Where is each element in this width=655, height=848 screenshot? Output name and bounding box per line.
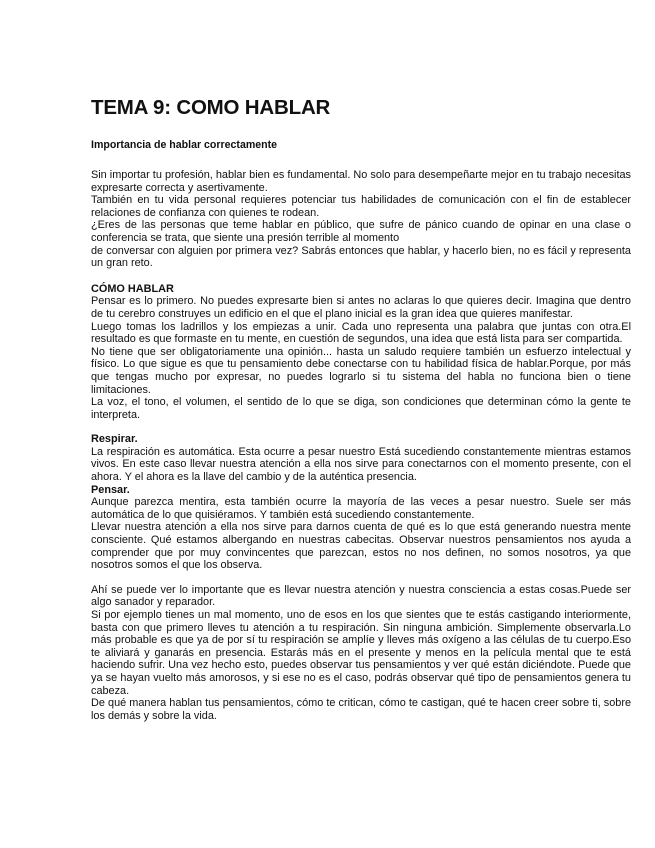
intro-paragraph: de conversar con alguien por primera vez? Sabrás entonces que hablar, y hacerlo bien, no es fácil y representa un gran reto. [91,244,631,270]
pensar-section [91,484,631,572]
closing-paragraph: De qué manera hablan tus pensamientos, cómo te critican, cómo te castigan, qué te hacen creer sobre ti, sobre los demás y sobre la vida. [91,697,631,722]
section-paragraph: Luego tomas los ladrillos y los empiezas a unir. Cada uno representa una palabra que juntas con otra.El resultado es que formaste en tu mente, en cuestión de segundos, una idea que está lista para ser compartida. [91,320,631,346]
closing-paragraph: Si por ejemplo tienes un mal momento, uno de esos en los que sientes que te estás castigando interiormente, basta con que primero lleves tu atención a tu respiración. Sin ninguna ambición. Simplemente observarla.Lo más probable es que ya de por sí tu respiración se amplíe y lleves más oxígeno a las células de tu cuerpo.Eso te aliviará y ganarás en presencia. Estarás más en el presente y menos en la película mental que te está haciendo sufrir. Una vez hecho esto, puedes observar tus pensamientos y ver qué están diciéndote. Puede que ya se hayan vuelto más amorosos, y si ese no es el caso, podrás observar qué tipo de pensamientos genera tu cabeza. [91,609,631,697]
intro-paragraph: ¿Eres de las personas que teme hablar en público, que sufre de pánico cuando de opinar en una clase o conferencia se trata, que siente una presión terrible al momento [91,219,631,244]
document-subtitle: Importancia de hablar correctamente [91,139,278,151]
section-paragraph: Aunque parezca mentira, esta también ocurre la mayoría de las veces a pesar nuestro. Suele ser más automática de lo que quisiéramos. Y también está sucediendo constantemente. [91,496,631,521]
closing-section [91,584,631,723]
intro-section [91,169,631,270]
respirar-section [91,433,631,483]
section-paragraph: Pensar es lo primero. No puedes expresarte bien si antes no aclaras lo que quieres decir. Imagina que dentro de tu cerebro construyes un edificio en el que el plano inicial es la gran idea que quieres manifestar. [91,295,631,320]
como-hablar-section [91,283,631,422]
section-heading: Pensar. [91,483,130,496]
page-title: TEMA 9: COMO HABLAR [91,96,331,119]
section-paragraph: La voz, el tono, el volumen, el sentido de lo que se diga, son condiciones que determinan cómo la gente te interpreta. [91,396,631,421]
section-paragraph: No tiene que ser obligatoriamente una opinión... hasta un saludo requiere también un esfuerzo intelectual y físico. Lo que sigue es que tu pensamiento debe conectarse con tu habilidad física de hablar.Porque, por más que tengas mucho por expresar, no puedes lograrlo si tu sistema del habla no funciona bien o tiene limitaciones. [91,345,631,396]
section-heading: Respirar. [91,433,138,446]
document-page [91,96,631,722]
section-heading: CÓMO HABLAR [91,282,174,295]
section-paragraph: Llevar nuestra atención a ella nos sirve para darnos cuenta de qué es lo que está generando nuestra mente consciente. Qué estamos albergando en nuestras cabecitas. Observar nuestros pensamientos nos ayuda a comprender que por muy convincentes que parezcan, estos no nos definen, no somos nosotros, ya que nosotros somos el que los observa. [91,521,631,572]
section-paragraph: La respiración es automática. Esta ocurre a pesar nuestro Está sucediendo constantemente mientras estamos vivos. En este caso llevar nuestra atención a ella nos sirve para conectarnos con el momento presente, con el ahora. Y el ahora es la llave del cambio y de la auténtica presencia. [91,445,631,484]
intro-paragraph: También en tu vida personal requieres potenciar tus habilidades de comunicación con el fin de establecer relaciones de confianza con quienes te rodean. [91,194,631,219]
intro-paragraph: Sin importar tu profesión, hablar bien es fundamental. No solo para desempeñarte mejor en tu trabajo necesitas expresarte correcta y asertivamente. [91,169,631,194]
closing-paragraph: Ahí se puede ver lo importante que es llevar nuestra atención y nuestra consciencia a estas cosas.Puede ser algo sanador y reparador. [91,583,631,609]
